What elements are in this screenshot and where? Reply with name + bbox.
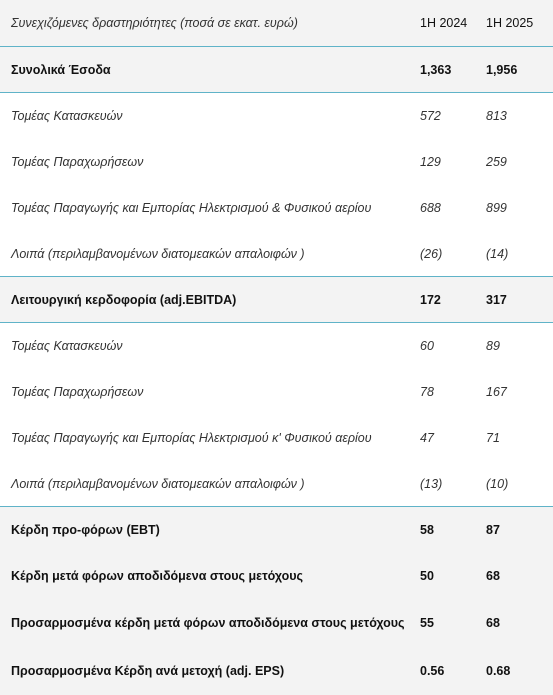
table-row [0,185,553,231]
table-row [0,323,553,369]
row-value-1h2025: 317 [486,292,507,307]
row-label: Λοιπά (περιλαμβανομένων διατομεακών απαλοιφών ) [11,246,305,261]
row-label: Τομέας Παραχωρήσεων [11,154,144,169]
row-value-1h2025: 68 [486,615,500,630]
row-value-1h2024: 688 [420,200,441,215]
row-label: Τομέας Κατασκευών [11,338,123,353]
table-row [0,369,553,415]
header-col-1h2025: 1H 2025 [486,16,534,30]
table-row [0,599,553,647]
row-value-1h2025: 813 [486,108,507,123]
row-value-1h2024: (13) [420,476,443,491]
row-label: Λειτουργική κερδοφορία (adj.EBITDA) [11,292,237,307]
row-value-1h2024: 1,363 [420,62,452,77]
table-row [0,47,553,93]
row-value-1h2025: 0.68 [486,663,511,678]
table-row [0,139,553,185]
row-value-1h2024: 55 [420,615,434,630]
row-value-1h2024: 172 [420,292,441,307]
row-value-1h2024: 58 [420,522,434,537]
row-label: Λοιπά (περιλαμβανομένων διατομεακών απαλοιφών ) [11,476,305,491]
row-value-1h2024: 78 [420,384,434,399]
row-value-1h2025: 68 [486,568,500,583]
row-value-1h2025: 89 [486,338,500,353]
row-label: Τομέας Παραχωρήσεων [11,384,144,399]
row-value-1h2025: 167 [486,384,507,399]
row-value-1h2025: 87 [486,522,500,537]
row-label: Τομέας Παραγωγής και Εμπορίας Ηλεκτρισμού & Φυσικού αερίου [11,200,372,215]
row-value-1h2025: (10) [486,476,509,491]
row-value-1h2025: 259 [486,154,507,169]
table-header-row [0,0,553,47]
row-value-1h2025: 71 [486,430,500,445]
row-value-1h2024: 129 [420,154,441,169]
table-row [0,461,553,507]
table-row [0,553,553,599]
row-value-1h2024: 47 [420,430,434,445]
row-label: Κέρδη προ-φόρων (EBT) [11,522,160,537]
table-row [0,507,553,553]
row-value-1h2025: (14) [486,246,509,261]
row-label: Προσαρμοσμένα Κέρδη ανά μετοχή (adj. EPS) [11,663,285,678]
table-row [0,415,553,461]
row-label: Προσαρμοσμένα κέρδη μετά φόρων αποδιδόμενα στους μετόχους [11,615,405,630]
table-row [0,231,553,277]
row-value-1h2025: 1,956 [486,62,518,77]
header-col-1h2024: 1H 2024 [420,16,468,30]
row-value-1h2024: 572 [420,108,441,123]
row-value-1h2025: 899 [486,200,507,215]
row-value-1h2024: (26) [420,246,443,261]
row-value-1h2024: 0.56 [420,663,445,678]
row-label: Τομέας Κατασκευών [11,108,123,123]
table-row [0,93,553,139]
table-row [0,647,553,695]
row-value-1h2024: 60 [420,338,434,353]
row-label: Συνολικά Έσοδα [11,62,111,77]
row-label: Κέρδη μετά φόρων αποδιδόμενα στους μετόχους [11,568,304,583]
table-row [0,277,553,323]
row-label: Τομέας Παραγωγής και Εμπορίας Ηλεκτρισμού κ' Φυσικού αερίου [11,430,372,445]
row-value-1h2024: 50 [420,568,434,583]
header-label: Συνεχιζόμενες δραστηριότητες (ποσά σε εκατ. ευρώ) [11,16,298,30]
